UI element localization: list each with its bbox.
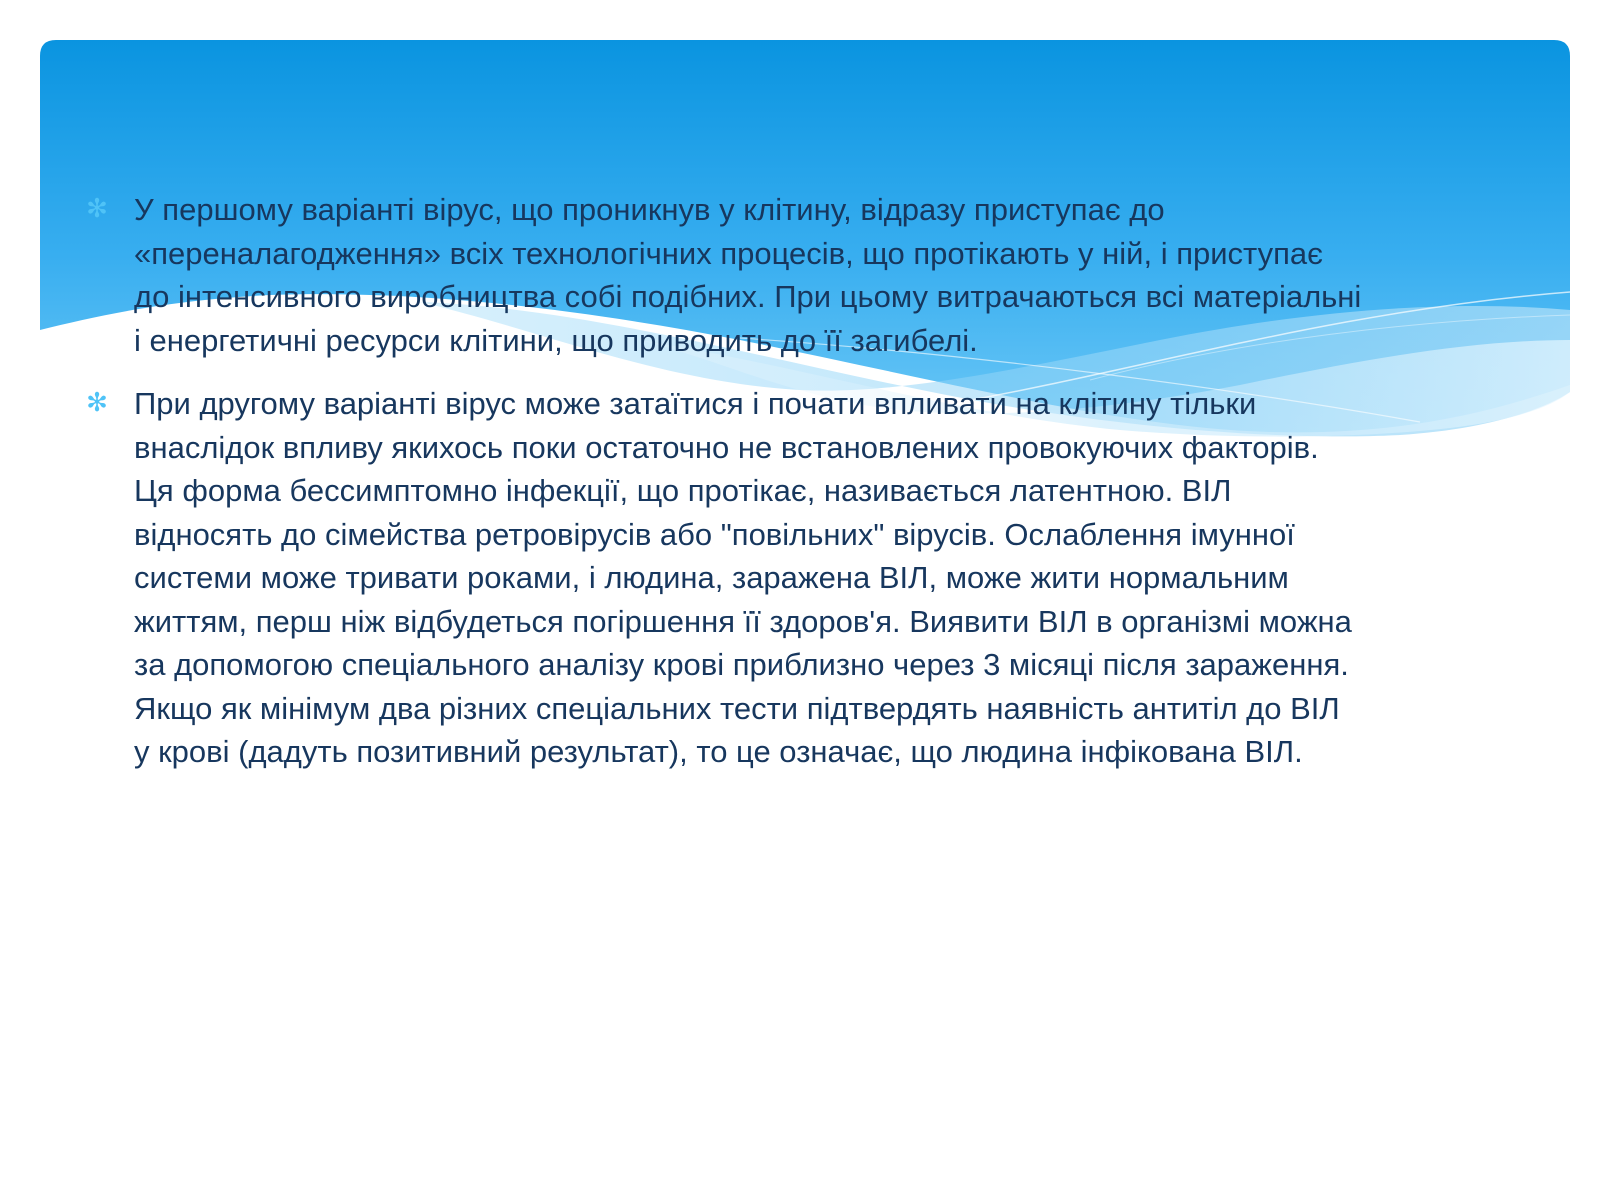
asterisk-bullet-icon: ✻	[86, 388, 108, 418]
bullet-text-1: У першому варіанті вірус, що проникнув у клітину, відразу приступає до «переналагодження» всіх технологічних процесів, що протікають у ній, і приступає до інтенсивного виробництва собі подібних. При цьому витрачаються всі матеріальні і енергетичні ресурси клітини, що приводить до її загибелі.	[134, 192, 1362, 358]
bullet-item-2	[82, 382, 1362, 774]
bullet-item-1	[82, 188, 1362, 362]
asterisk-bullet-icon: ✻	[86, 194, 108, 224]
bullet-list	[82, 188, 1362, 794]
bullet-text-2: При другому варіанті вірус може затаїтися і почати впливати на клітину тільки внаслідок впливу якихось поки остаточно не встановлених провокуючих факторів. Ця форма бессимптомно інфекції, що протікає, називається латентною. ВІЛ відносять до сімейства ретровірусів або "повільних" вірусів. Ослаблення імунної системи може тривати роками, і людина, заражена ВІЛ, може жити нормальним життям, перш ніж відбудеться погіршення її здоров'я. Виявити ВІЛ в організмі можна за допомогою спеціального аналізу крові приблизно через 3 місяці після зараження. Якщо як мінімум два різних спеціальних тести підтвердять наявність антитіл до ВІЛ у крові (дадуть позитивний результат), то це означає, що людина інфікована ВІЛ.	[134, 386, 1352, 769]
